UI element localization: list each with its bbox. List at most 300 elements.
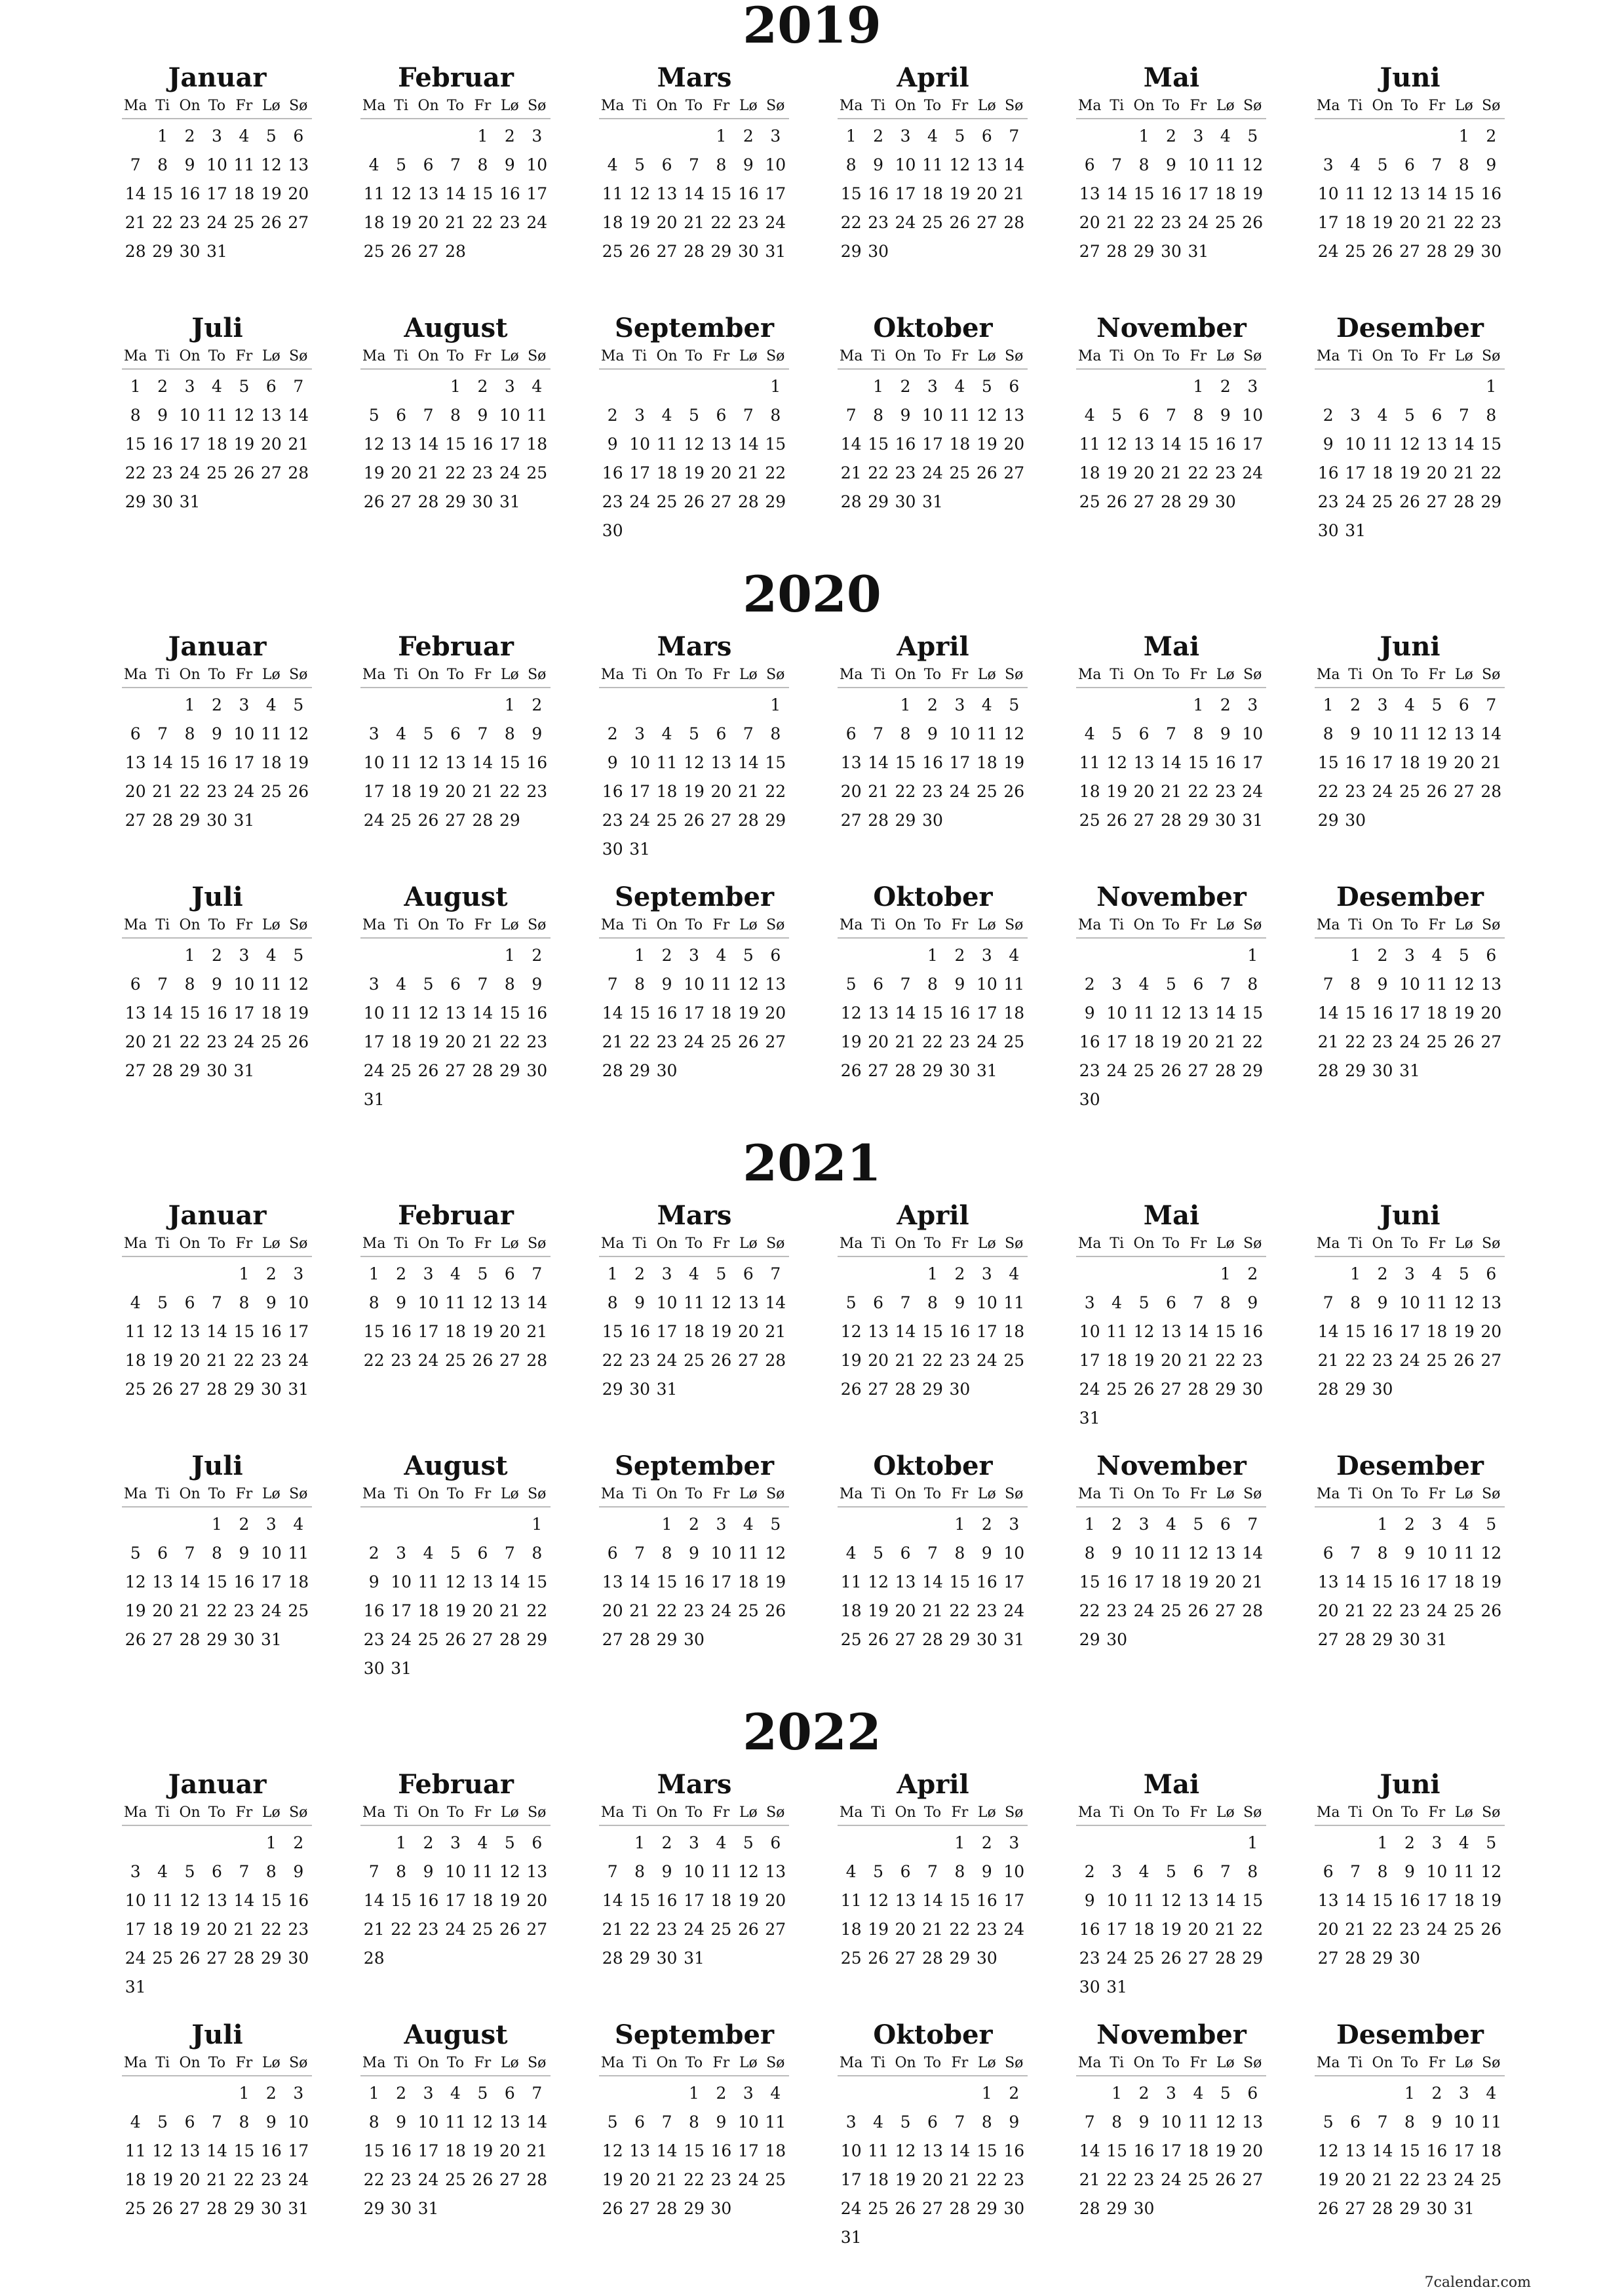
- day-cell: 17: [233, 753, 255, 772]
- weekday-label: Ma: [1077, 1485, 1102, 1502]
- weekday-label: Fr: [1189, 916, 1207, 933]
- day-cell: 10: [710, 1544, 732, 1563]
- weekday-label: Ma: [600, 347, 625, 364]
- day-cell: 5: [634, 155, 646, 174]
- day-cell: 12: [765, 1544, 786, 1563]
- empty-cell: [864, 1829, 891, 1858]
- day-cell: 19: [840, 1351, 862, 1370]
- day-cell: 17: [1399, 1003, 1420, 1022]
- empty-cell: [1157, 1829, 1184, 1858]
- day-cell: 20: [1188, 1920, 1209, 1939]
- day-cell: 12: [840, 1322, 862, 1341]
- day-cell: 13: [1188, 1891, 1209, 1910]
- weekday-label: Ti: [1348, 347, 1363, 364]
- month-name: Januar: [168, 1200, 267, 1231]
- day-cell: 16: [1133, 2141, 1155, 2160]
- weekday-label: To: [685, 1804, 703, 1821]
- weekday-header: [1315, 93, 1505, 119]
- day-cell: 27: [391, 492, 412, 511]
- day-cell: 21: [526, 2141, 548, 2160]
- day-cell: 30: [260, 2199, 282, 2218]
- day-cell: 14: [1345, 1891, 1366, 1910]
- weekday-label: To: [446, 916, 465, 933]
- month-2022-12: [1315, 2020, 1505, 2223]
- day-cell: 14: [1003, 155, 1025, 174]
- day-cell: 30: [1106, 1630, 1128, 1649]
- weekday-label: On: [417, 347, 439, 364]
- day-grid: [1076, 941, 1266, 1114]
- weekday-label: On: [1133, 1235, 1155, 1252]
- day-cell: 26: [840, 1061, 862, 1080]
- day-cell: 25: [391, 811, 412, 830]
- day-cell: 20: [445, 1032, 466, 1051]
- weekday-label: Ma: [1316, 916, 1340, 933]
- day-cell: 29: [922, 1061, 943, 1080]
- weekday-label: Ti: [155, 1485, 170, 1502]
- weekday-label: On: [417, 97, 439, 114]
- empty-cell: [653, 691, 680, 720]
- weekday-header: [1076, 1481, 1266, 1508]
- empty-cell: [442, 1510, 469, 1539]
- day-cell: 22: [1345, 1032, 1366, 1051]
- month-2022-4: [838, 1770, 1028, 1973]
- day-cell: 22: [499, 1032, 520, 1051]
- weekday-label: Fr: [474, 1485, 492, 1502]
- day-grid: [360, 691, 551, 835]
- weekday-label: To: [1162, 2054, 1180, 2071]
- day-cell: 18: [445, 1322, 466, 1341]
- weekday-label: Fr: [235, 1804, 253, 1821]
- day-cell: 25: [260, 782, 282, 801]
- day-cell: 7: [212, 2112, 222, 2131]
- empty-cell: [1342, 2079, 1368, 2108]
- day-cell: 17: [1317, 213, 1339, 232]
- weekday-label: Lø: [739, 1804, 758, 1821]
- weekday-label: Lø: [261, 666, 280, 683]
- day-cell: 9: [607, 753, 618, 772]
- day-cell: 3: [661, 1264, 672, 1283]
- weekday-label: Ma: [123, 1804, 147, 1821]
- day-cell: 14: [526, 2112, 548, 2131]
- day-cell: 13: [737, 1293, 759, 1312]
- day-cell: 5: [477, 2084, 488, 2103]
- month-2019-10: [838, 313, 1028, 516]
- day-cell: 31: [363, 1090, 385, 1109]
- day-cell: 25: [1079, 492, 1100, 511]
- day-cell: 15: [363, 2141, 385, 2160]
- day-cell: 10: [1133, 1544, 1155, 1563]
- day-cell: 25: [1106, 1380, 1128, 1399]
- weekday-label: On: [1133, 1485, 1155, 1502]
- day-cell: 16: [1106, 1572, 1128, 1591]
- day-cell: 30: [1214, 492, 1236, 511]
- day-cell: 2: [1009, 2084, 1020, 2103]
- day-cell: 26: [840, 1380, 862, 1399]
- day-cell: 3: [689, 946, 699, 965]
- weekday-label: Ma: [600, 916, 625, 933]
- empty-cell: [680, 691, 707, 720]
- day-cell: 5: [981, 377, 992, 396]
- weekday-label: Ma: [1077, 97, 1102, 114]
- day-cell: 11: [868, 2141, 889, 2160]
- day-cell: 26: [1317, 2199, 1339, 2218]
- day-cell: 17: [445, 1891, 466, 1910]
- day-cell: 16: [152, 435, 174, 454]
- day-cell: 4: [1193, 2084, 1204, 2103]
- day-cell: 22: [922, 1351, 943, 1370]
- day-cell: 6: [396, 406, 407, 425]
- day-cell: 5: [396, 155, 407, 174]
- day-cell: 16: [1480, 184, 1502, 203]
- day-cell: 18: [922, 184, 943, 203]
- weekday-label: Ma: [600, 1485, 625, 1502]
- day-cell: 4: [1166, 1515, 1176, 1534]
- weekday-label: Lø: [1216, 666, 1235, 683]
- day-cell: 3: [1350, 406, 1361, 425]
- month-2019-8: [360, 313, 551, 516]
- weekday-label: On: [179, 1485, 201, 1502]
- weekday-label: Sø: [528, 2054, 547, 2071]
- empty-cell: [496, 1510, 523, 1539]
- day-cell: 2: [743, 126, 754, 146]
- day-cell: 24: [629, 811, 651, 830]
- weekday-label: Fr: [712, 916, 730, 933]
- day-cell: 28: [206, 2199, 227, 2218]
- day-cell: 29: [1242, 1949, 1264, 1968]
- day-cell: 7: [1486, 695, 1497, 714]
- day-cell: 20: [737, 1322, 759, 1341]
- day-cell: 10: [656, 1293, 678, 1312]
- day-cell: 15: [765, 753, 786, 772]
- month-name: April: [897, 62, 969, 93]
- weekday-header: [360, 93, 551, 119]
- day-grid: [1076, 1829, 1266, 2002]
- day-cell: 25: [1453, 1920, 1475, 1939]
- day-cell: 14: [1188, 1322, 1209, 1341]
- day-cell: 24: [629, 492, 651, 511]
- day-cell: 24: [1242, 782, 1264, 801]
- day-cell: 10: [922, 406, 943, 425]
- day-cell: 26: [1106, 811, 1128, 830]
- day-cell: 9: [1084, 1891, 1095, 1910]
- day-cell: 24: [445, 1920, 466, 1939]
- day-cell: 17: [1426, 1891, 1448, 1910]
- day-cell: 3: [927, 377, 938, 396]
- day-cell: 12: [417, 1003, 439, 1022]
- day-cell: 7: [1193, 1293, 1204, 1312]
- day-cell: 18: [288, 1572, 309, 1591]
- day-cell: 12: [1106, 753, 1128, 772]
- day-cell: 20: [895, 1920, 916, 1939]
- day-cell: 5: [450, 1544, 461, 1563]
- day-cell: 2: [954, 1264, 965, 1283]
- weekday-label: Lø: [977, 916, 996, 933]
- weekday-label: On: [1372, 97, 1393, 114]
- weekday-label: Sø: [766, 2054, 785, 2071]
- weekday-label: On: [1133, 1804, 1155, 1821]
- weekday-label: Lø: [261, 916, 280, 933]
- day-cell: 24: [1345, 492, 1366, 511]
- day-cell: 29: [949, 1949, 971, 1968]
- day-cell: 17: [1079, 1351, 1100, 1370]
- day-cell: 9: [157, 406, 168, 425]
- day-cell: 26: [602, 2199, 623, 2218]
- day-cell: 20: [710, 463, 732, 482]
- day-cell: 4: [1084, 724, 1095, 743]
- weekday-label: Lø: [500, 97, 519, 114]
- day-cell: 24: [1453, 2170, 1475, 2189]
- day-cell: 1: [1377, 1515, 1388, 1534]
- day-cell: 26: [737, 1920, 759, 1939]
- day-cell: 28: [152, 811, 174, 830]
- empty-cell: [599, 1829, 626, 1858]
- day-cell: 6: [1084, 155, 1095, 174]
- day-cell: 18: [391, 782, 412, 801]
- empty-cell: [892, 1260, 919, 1289]
- day-cell: 9: [900, 406, 911, 425]
- weekday-label: Lø: [739, 97, 758, 114]
- day-cell: 25: [125, 2199, 146, 2218]
- day-cell: 30: [179, 242, 201, 261]
- day-cell: 12: [288, 724, 309, 743]
- day-cell: 24: [260, 1601, 282, 1620]
- day-grid: [599, 1829, 789, 1973]
- weekday-header: [122, 1231, 312, 1257]
- day-cell: 1: [1458, 126, 1469, 146]
- day-cell: 5: [477, 1264, 488, 1283]
- empty-cell: [176, 1260, 203, 1289]
- weekday-label: To: [685, 1485, 703, 1502]
- day-cell: 21: [922, 1601, 943, 1620]
- weekday-label: On: [656, 347, 678, 364]
- day-cell: 17: [629, 463, 651, 482]
- day-cell: 14: [922, 1891, 943, 1910]
- day-cell: 27: [976, 213, 997, 232]
- day-cell: 28: [922, 1949, 943, 1968]
- empty-cell: [653, 372, 680, 401]
- day-cell: 3: [1431, 1833, 1442, 1852]
- weekday-label: Lø: [1454, 347, 1473, 364]
- day-cell: 17: [684, 1003, 705, 1022]
- day-cell: 10: [684, 975, 705, 994]
- day-cell: 8: [873, 406, 884, 425]
- day-cell: 24: [1003, 1920, 1025, 1939]
- day-cell: 10: [840, 2141, 862, 2160]
- month-name: Februar: [398, 1769, 514, 1800]
- day-cell: 26: [868, 1630, 889, 1649]
- day-cell: 7: [423, 406, 434, 425]
- day-cell: 6: [661, 155, 672, 174]
- day-cell: 18: [125, 1351, 146, 1370]
- day-cell: 9: [265, 2112, 277, 2131]
- day-cell: 6: [1138, 724, 1150, 743]
- day-cell: 30: [629, 1380, 651, 1399]
- day-cell: 3: [184, 377, 195, 396]
- day-cell: 14: [363, 1891, 385, 1910]
- day-cell: 26: [1453, 1032, 1475, 1051]
- weekday-label: To: [1162, 97, 1180, 114]
- day-cell: 23: [1317, 492, 1339, 511]
- day-cell: 14: [737, 753, 759, 772]
- day-grid: [599, 1260, 789, 1404]
- day-cell: 20: [1480, 1003, 1502, 1022]
- month-2020-8: [360, 882, 551, 1114]
- day-cell: 27: [125, 1061, 146, 1080]
- day-cell: 6: [1247, 2084, 1258, 2103]
- month-name: Februar: [398, 1200, 514, 1231]
- day-cell: 4: [450, 2084, 461, 2103]
- day-cell: 18: [1161, 1572, 1182, 1591]
- day-cell: 25: [445, 2170, 466, 2189]
- empty-cell: [735, 372, 762, 401]
- day-cell: 10: [363, 753, 385, 772]
- day-cell: 9: [1009, 2112, 1020, 2131]
- day-cell: 29: [1480, 492, 1502, 511]
- day-cell: 4: [477, 1833, 488, 1852]
- day-cell: 19: [288, 1003, 309, 1022]
- weekday-label: Ti: [155, 2054, 170, 2071]
- weekday-label: To: [1162, 1485, 1180, 1502]
- day-cell: 16: [472, 435, 493, 454]
- month-name: Juni: [1380, 631, 1440, 662]
- weekday-label: Ti: [394, 1485, 408, 1502]
- weekday-label: Ti: [155, 916, 170, 933]
- day-cell: 9: [716, 2112, 727, 2131]
- day-cell: 12: [1453, 1293, 1475, 1312]
- day-cell: 24: [526, 213, 548, 232]
- day-cell: 17: [629, 782, 651, 801]
- day-cell: 16: [1161, 184, 1182, 203]
- weekday-header: [360, 1481, 551, 1508]
- empty-cell: [735, 691, 762, 720]
- day-cell: 9: [368, 1572, 379, 1591]
- day-cell: 15: [1372, 1891, 1393, 1910]
- day-cell: 25: [1188, 2170, 1209, 2189]
- day-cell: 13: [260, 406, 282, 425]
- weekday-label: On: [656, 1804, 678, 1821]
- day-grid: [122, 1510, 312, 1654]
- day-cell: 22: [445, 463, 466, 482]
- day-grid: [838, 1510, 1028, 1654]
- day-cell: 11: [1003, 975, 1025, 994]
- empty-cell: [864, 691, 891, 720]
- empty-cell: [1185, 1260, 1212, 1289]
- day-cell: 2: [981, 1515, 992, 1534]
- weekday-label: Ti: [1110, 1804, 1124, 1821]
- day-cell: 5: [1404, 406, 1415, 425]
- day-cell: 1: [396, 1833, 407, 1852]
- day-cell: 19: [1372, 213, 1393, 232]
- weekday-label: On: [417, 1804, 439, 1821]
- day-cell: 8: [1138, 155, 1150, 174]
- day-cell: 31: [179, 492, 201, 511]
- day-cell: 27: [895, 1949, 916, 1968]
- day-cell: 10: [1003, 1862, 1025, 1881]
- day-cell: 1: [1138, 126, 1150, 146]
- day-cell: 3: [634, 406, 646, 425]
- day-cell: 24: [710, 1601, 732, 1620]
- day-cell: 11: [125, 1322, 146, 1341]
- day-cell: 21: [1106, 213, 1128, 232]
- day-cell: 16: [1399, 1891, 1420, 1910]
- day-cell: 25: [1003, 1032, 1025, 1051]
- day-cell: 7: [661, 2112, 672, 2131]
- day-cell: 4: [130, 2112, 141, 2131]
- weekday-label: Ti: [632, 1804, 647, 1821]
- day-cell: 4: [661, 406, 672, 425]
- day-cell: 19: [152, 2170, 174, 2189]
- weekday-label: On: [895, 97, 916, 114]
- day-cell: 2: [1247, 1264, 1258, 1283]
- day-cell: 9: [1350, 724, 1361, 743]
- day-cell: 21: [737, 463, 759, 482]
- empty-cell: [360, 122, 387, 151]
- weekday-label: Lø: [261, 1804, 280, 1821]
- empty-cell: [387, 122, 414, 151]
- weekday-label: Sø: [528, 916, 547, 933]
- day-cell: 15: [1345, 1003, 1366, 1022]
- day-cell: 8: [1084, 1544, 1095, 1563]
- day-cell: 6: [184, 1293, 195, 1312]
- day-cell: 10: [629, 753, 651, 772]
- day-cell: 6: [184, 2112, 195, 2131]
- day-cell: 8: [981, 2112, 992, 2131]
- day-cell: 11: [1161, 1544, 1182, 1563]
- weekday-label: Lø: [977, 666, 996, 683]
- day-cell: 24: [684, 1032, 705, 1051]
- day-cell: 14: [472, 753, 493, 772]
- day-cell: 27: [1161, 1380, 1182, 1399]
- day-cell: 26: [1161, 1061, 1182, 1080]
- month-2020-9: [599, 882, 789, 1085]
- day-cell: 4: [981, 695, 992, 714]
- day-cell: 9: [661, 975, 672, 994]
- day-cell: 27: [1426, 492, 1448, 511]
- day-cell: 27: [1453, 782, 1475, 801]
- day-cell: 7: [1084, 2112, 1095, 2131]
- month-name: Desember: [1336, 1450, 1484, 1481]
- day-cell: 11: [1133, 1891, 1155, 1910]
- empty-cell: [1103, 372, 1130, 401]
- day-cell: 1: [477, 126, 488, 146]
- day-cell: 21: [1345, 1601, 1366, 1620]
- day-cell: 27: [710, 811, 732, 830]
- day-cell: 17: [417, 2141, 439, 2160]
- day-cell: 17: [737, 2141, 759, 2160]
- day-cell: 24: [288, 1351, 309, 1370]
- day-cell: 4: [1431, 946, 1442, 965]
- day-cell: 24: [417, 1351, 439, 1370]
- day-cell: 23: [1106, 1601, 1128, 1620]
- weekday-label: Sø: [766, 916, 785, 933]
- weekday-label: Fr: [1428, 2054, 1446, 2071]
- weekday-label: To: [923, 1485, 942, 1502]
- day-cell: 30: [1426, 2199, 1448, 2218]
- day-cell: 9: [1084, 1003, 1095, 1022]
- day-cell: 25: [288, 1601, 309, 1620]
- day-cell: 31: [1106, 1977, 1128, 1996]
- day-cell: 19: [895, 2170, 916, 2189]
- day-cell: 17: [1161, 2141, 1182, 2160]
- day-cell: 30: [922, 811, 943, 830]
- day-cell: 11: [602, 184, 623, 203]
- day-cell: 29: [765, 811, 786, 830]
- day-cell: 7: [504, 1544, 515, 1563]
- day-cell: 5: [954, 126, 965, 146]
- day-cell: 10: [1426, 1862, 1448, 1881]
- day-cell: 23: [602, 811, 623, 830]
- day-cell: 15: [1133, 184, 1155, 203]
